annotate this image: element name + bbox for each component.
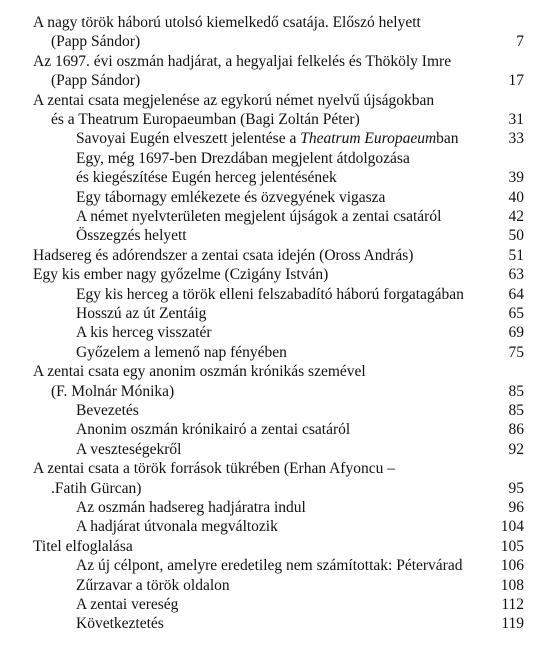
toc-entry-title xyxy=(76,556,462,576)
toc-title-text: Összegzés helyett xyxy=(76,227,187,245)
toc-page-number: 85 xyxy=(508,402,524,419)
toc-title-text: Győzelem a lemenő nap fényében xyxy=(76,343,287,361)
toc-entry xyxy=(51,32,140,52)
toc-page-number: 50 xyxy=(508,227,524,245)
toc-entry-title xyxy=(76,614,164,634)
toc-entry xyxy=(76,149,410,169)
toc-entry-title xyxy=(51,32,140,52)
toc-page-number: 69 xyxy=(508,324,524,342)
toc-entry xyxy=(76,129,459,149)
toc-page-number: 104 xyxy=(500,518,524,536)
toc-entry xyxy=(76,440,181,460)
toc-title-text: A zentai csata a török források tükrében (Erhan Afyoncu – xyxy=(33,460,395,478)
toc-entry xyxy=(33,459,395,479)
toc-entry xyxy=(76,420,350,440)
toc-entry-title xyxy=(51,71,140,91)
toc-entry xyxy=(76,207,441,227)
toc-entry-title xyxy=(76,343,287,363)
toc-entry-title xyxy=(33,246,413,266)
toc-title-text: Egy kis ember nagy győzelme (Czigány István) xyxy=(33,266,329,284)
toc-title-italic: Theatrum Europaeum xyxy=(300,130,437,148)
toc-entry xyxy=(76,517,278,537)
toc-title-text: A zentai csata megjelenése az egykorú német nyelvű újságokban xyxy=(33,91,435,109)
toc-page-number: 106 xyxy=(500,557,524,575)
toc-entry-title xyxy=(76,285,464,305)
toc-title-text: A veszteségekről xyxy=(76,440,182,458)
toc-entry-title xyxy=(33,459,395,479)
toc-title-text: A hadjárat útvonala megváltozik xyxy=(76,518,278,536)
toc-title-text: Az új célpont, amelyre eredetileg nem számítottak: Pétervárad xyxy=(76,557,463,575)
toc-entry-title xyxy=(51,110,360,130)
toc-entry xyxy=(51,479,141,499)
toc-entry-title xyxy=(33,91,434,111)
toc-page-number: 108 xyxy=(500,576,524,594)
toc-entry xyxy=(76,168,337,188)
toc-entry xyxy=(76,188,385,208)
toc-entry xyxy=(76,343,287,363)
toc-entry-title xyxy=(76,304,206,324)
toc-entry-title xyxy=(76,323,212,343)
toc-entry xyxy=(76,401,139,421)
toc-entry xyxy=(33,91,434,111)
toc-entry-title xyxy=(76,440,181,460)
toc-title-text: (F. Molnár Mónika) xyxy=(51,382,175,400)
toc-entry xyxy=(76,304,206,324)
toc-entry xyxy=(33,265,328,285)
toc-page-number: 92 xyxy=(508,440,524,458)
toc-entry xyxy=(33,52,451,72)
toc-title-text: Az oszmán hadsereg hadjáratra indul xyxy=(76,499,306,516)
toc-page-number: 17 xyxy=(508,72,524,90)
toc-entry xyxy=(51,382,174,402)
toc-title-text: Hadsereg és adórendszer a zentai csata idején (Oross András) xyxy=(33,246,414,264)
toc-entry-title xyxy=(76,129,459,149)
toc-entry-title xyxy=(76,226,187,246)
toc-entry-title xyxy=(33,13,421,33)
toc-entry xyxy=(51,71,140,91)
toc-page-number: 119 xyxy=(501,615,524,633)
toc-title-text: Az 1697. évi oszmán hadjárat, a hegyaljai felkelés és Thököly Imre xyxy=(33,52,452,70)
toc-title-text: A zentai vereség xyxy=(76,596,179,613)
toc-entry-title xyxy=(76,168,337,188)
toc-page-number: 65 xyxy=(508,305,524,322)
toc-entry xyxy=(33,362,366,382)
toc-title-text: Következtetés xyxy=(76,615,164,633)
toc-title-text: Hosszú az út Zentáig xyxy=(76,305,207,322)
toc-page-number: 95 xyxy=(508,479,524,497)
toc-page-number: 96 xyxy=(508,499,524,516)
toc-entry-title xyxy=(33,537,133,557)
toc-entry xyxy=(51,110,360,130)
toc-entry-title xyxy=(33,265,328,285)
toc-entry xyxy=(76,556,462,576)
toc-title-text: Egy, még 1697-ben Drezdában megjelent átdolgozása xyxy=(76,149,410,167)
toc-entry-title xyxy=(76,498,306,518)
toc-entry-title xyxy=(51,382,174,402)
toc-entry-title xyxy=(76,207,441,227)
toc-title-text: Egy tábornagy emlékezete és özvegyének vigasza xyxy=(76,188,386,206)
toc-page-number: 31 xyxy=(508,111,524,128)
toc-title-text: Egy kis herceg a török elleni felszabadító háború forgatagában xyxy=(76,285,464,303)
toc-entry-title xyxy=(51,479,141,499)
toc-page-number: 42 xyxy=(508,208,524,225)
toc-title-text: Savoyai Eugén elveszett jelentése a xyxy=(76,130,301,148)
toc-title-text: A német nyelvterületen megjelent újságok a zentai csatáról xyxy=(76,208,442,225)
toc-page-number: 85 xyxy=(508,382,524,400)
toc-title-text: Zűrzavar a török oldalon xyxy=(76,576,230,594)
toc-entry xyxy=(33,246,413,266)
toc-title-text: Anonim oszmán krónikairó a zentai csatáról xyxy=(76,421,351,439)
toc-title-text: A kis herceg visszatér xyxy=(76,324,212,342)
toc-title-text: A nagy török háború utolsó kiemelkedő csatája. Előszó helyett xyxy=(33,14,421,31)
toc-title-text: és kiegészítése Eugén herceg jelentésének xyxy=(76,169,337,187)
toc-entry-title xyxy=(33,362,366,382)
toc-page-number: 51 xyxy=(508,246,524,264)
toc-entry xyxy=(76,323,212,343)
toc-page-number: 39 xyxy=(508,169,524,187)
toc-entry-title xyxy=(76,576,230,596)
toc-page-number: 105 xyxy=(500,537,524,555)
toc-page-number: 33 xyxy=(508,130,524,148)
toc-entry-title xyxy=(76,517,278,537)
toc-entry-title xyxy=(76,595,178,615)
toc-page-number: 7 xyxy=(516,33,524,51)
toc-page-number: 64 xyxy=(508,285,524,303)
toc-entry-title xyxy=(33,52,451,72)
toc-entry xyxy=(76,498,306,518)
toc-page-number: 86 xyxy=(508,421,524,439)
toc-page-number: 63 xyxy=(508,266,524,284)
toc-page-number: 75 xyxy=(508,343,524,361)
toc-entry-title xyxy=(76,401,139,421)
toc-page-number: 40 xyxy=(508,188,524,206)
toc-entry-title xyxy=(76,420,350,440)
toc-entry xyxy=(76,576,230,596)
toc-title-text: (Papp Sándor) xyxy=(51,72,141,90)
toc-entry xyxy=(76,614,164,634)
toc-page-number: 112 xyxy=(501,596,524,613)
toc-entry xyxy=(33,537,133,557)
toc-entry xyxy=(76,226,187,246)
toc-title-text: Titel elfoglalása xyxy=(33,537,133,555)
toc-entry xyxy=(76,595,178,615)
toc-title-text: és a Theatrum Europaeumban (Bagi Zoltán Péter) xyxy=(51,111,360,128)
toc-entry-title xyxy=(76,149,410,169)
toc-title-suffix: ban xyxy=(436,130,459,148)
toc-entry xyxy=(33,13,421,33)
toc-entry xyxy=(76,285,464,305)
toc-title-text: A zentai csata egy anonim oszmán krónikás szemével xyxy=(33,363,366,381)
toc-title-text: Bevezetés xyxy=(76,402,139,419)
toc-title-text: .Fatih Gürcan) xyxy=(51,479,142,497)
toc-entry-title xyxy=(76,188,385,208)
toc-title-text: (Papp Sándor) xyxy=(51,33,141,51)
